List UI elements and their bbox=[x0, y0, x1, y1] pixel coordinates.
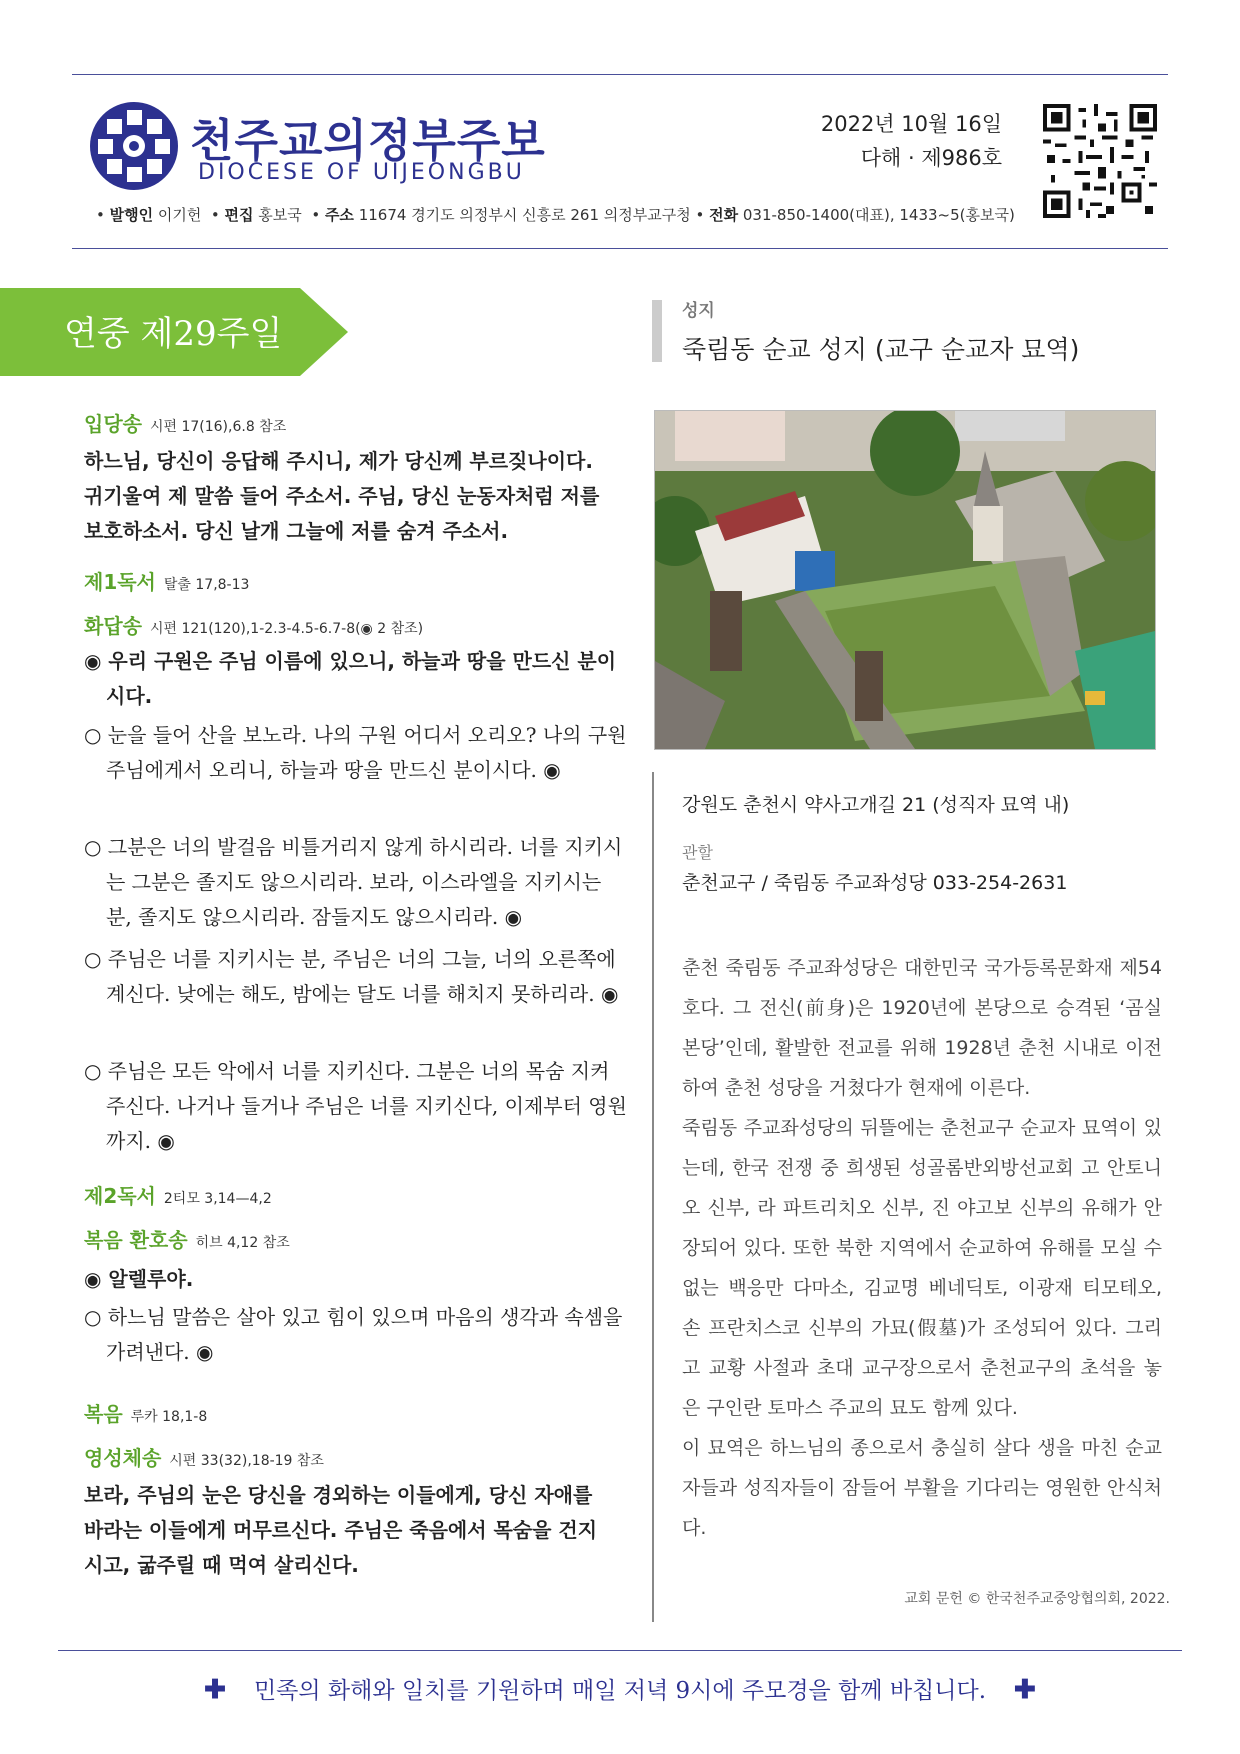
first-reading-heading: 제1독서 탈출 17,8-13 bbox=[84, 570, 250, 594]
bulletin-subtitle: DIOCESE OF UIJEONGBU bbox=[198, 160, 525, 185]
communion-antiphon-text: 보라, 주님의 눈은 당신을 경외하는 이들에게, 당신 자애를 바라는 이들에게 머무르신다. 주님은 죽음에서 목숨을 건지시고, 굶주릴 때 먹여 살리신다. bbox=[84, 1483, 598, 1577]
section-marker-bar bbox=[652, 300, 662, 362]
holy-site-category: 성지 bbox=[682, 301, 715, 321]
description-paragraph-3: 이 묘역은 하느님의 종으로서 충실히 살다 생을 마친 순교자들과 성직자들이 잠들어 부활을 기다리는 영원한 안식처다. bbox=[682, 1437, 1162, 1539]
cross-icon: ✚ bbox=[1014, 1675, 1036, 1705]
column-divider bbox=[652, 772, 654, 1622]
issue-number: 다해 · 제986호 bbox=[860, 146, 1002, 170]
bulletin-title: 천주교의정부주보 bbox=[190, 114, 546, 167]
issue-date: 2022년 10월 16일 bbox=[820, 112, 1002, 136]
jurisdiction-label: 관할 bbox=[682, 843, 713, 862]
psalm-response: ◉ 우리 구원은 주님 이름에 있으니, 하늘과 땅을 만드신 분이시다. bbox=[84, 649, 617, 708]
publisher-info: • 발행인 이기헌 • 편집 홍보국 • 주소 11674 경기도 의정부시 신흥로 261 의정부교구청 • 전화 031-850-1400(대표), 1433~5(홍보국) bbox=[96, 206, 1015, 224]
holy-site-description bbox=[682, 948, 1162, 1548]
header-bottom-rule bbox=[72, 248, 1168, 249]
copyright-notice: 교회 문헌 © 한국천주교중앙협의회, 2022. bbox=[904, 1591, 1170, 1607]
diocese-logo bbox=[90, 102, 178, 190]
cathedral-aerial-photo bbox=[654, 410, 1156, 750]
holy-site-address: 강원도 춘천시 약사고개길 21 (성직자 묘역 내) bbox=[682, 794, 1070, 816]
acclamation-verse: ○ 하느님 말씀은 살아 있고 힘이 있으며 마음의 생각과 속셈을 가려낸다. ◉ bbox=[84, 1305, 623, 1364]
entrance-antiphon-text: 하느님, 당신이 응답해 주시니, 제가 당신께 부르짖나이다. 귀기울여 제 말씀 들어 주소서. 주님, 당신 눈동자처럼 저를 보호하소서. 당신 날개 그늘에 저를 숨겨 주소서. bbox=[84, 449, 600, 543]
psalm-verse-1: ○ 눈을 들어 산을 보노라. 나의 구원 어디서 오리오? 나의 구원 주님에게서 오리니, 하늘과 땅을 만드신 분이시다. ◉ bbox=[84, 723, 627, 782]
acclamation-response: ◉ 알렐루야. bbox=[84, 1267, 194, 1291]
description-paragraph-1: 춘천 죽림동 주교좌성당은 대한민국 국가등록문화재 제54호다. 그 전신(前身)은 1920년에 본당으로 승격된 ‘곰실 본당’인데, 활발한 전교를 위해 1928년 춘천 시내로 이전하여 춘천 성당을 거쳤다가 현재에 이른다. bbox=[682, 957, 1162, 1099]
psalm-heading: 화답송 시편 121(120),1-2.3-4.5-6.7-8(◉ 2 참조) bbox=[84, 614, 424, 638]
description-paragraph-2: 죽림동 주교좌성당의 뒤뜰에는 춘천교구 순교자 묘역이 있는데, 한국 전쟁 중 희생된 성골롬반외방선교회 고 안토니오 신부, 라 파트리치오 신부, 진 야고보 신부의 유해가 안장되어 있다. 또한 북한 지역에서 순교하여 유해를 모실 수 없는 백응만 다마소, 김교명 베네딕토, 이광재 티모테오, 손 프란치스코 신부의 가묘(假墓)가 조성되어 있다. 그리고 교황 사절과 초대 교구장으로서 춘천교구의 초석을 놓은 구인란 토마스 주교의 묘도 함께 있다. bbox=[682, 1117, 1162, 1419]
entrance-antiphon-heading: 입당송 시편 17(16),6.8 참조 bbox=[84, 412, 287, 436]
sunday-title: 연중 제29주일 bbox=[64, 314, 283, 354]
footer-rule bbox=[58, 1650, 1182, 1651]
holy-site-title: 죽림동 순교 성지 (교구 순교자 묘역) bbox=[682, 335, 1080, 364]
jurisdiction-value: 춘천교구 / 죽림동 주교좌성당 033-254-2631 bbox=[682, 872, 1068, 894]
communion-antiphon-heading: 영성체송 시편 33(32),18-19 참조 bbox=[84, 1446, 324, 1470]
gospel-heading: 복음 루카 18,1-8 bbox=[84, 1402, 208, 1426]
gospel-acclamation-heading: 복음 환호송 히브 4,12 참조 bbox=[84, 1228, 290, 1252]
footer-prayer bbox=[0, 1672, 1240, 1705]
top-rule bbox=[72, 74, 1168, 75]
footer-prayer-text: 민족의 화해와 일치를 기원하며 매일 저녁 9시에 주모경을 함께 바칩니다. bbox=[253, 1678, 987, 1704]
psalm-verse-4: ○ 주님은 모든 악에서 너를 지키신다. 그분은 너의 목숨 지켜 주신다. 나거나 들거나 주님은 너를 지키신다, 이제부터 영원까지. ◉ bbox=[84, 1059, 627, 1153]
qr-code-icon bbox=[1043, 104, 1157, 218]
second-reading-heading: 제2독서 2티모 3,14—4,2 bbox=[84, 1184, 272, 1208]
cross-icon: ✚ bbox=[204, 1675, 226, 1705]
psalm-verse-2: ○ 그분은 너의 발걸음 비틀거리지 않게 하시리라. 너를 지키시는 그분은 졸지도 않으시리라. 보라, 이스라엘을 지키시는 분, 졸지도 않으시리라. 잠들지도 않으시리라. ◉ bbox=[84, 835, 623, 929]
psalm-verse-3: ○ 주님은 너를 지키시는 분, 주님은 너의 그늘, 너의 오른쪽에 계신다. 낮에는 해도, 밤에는 달도 너를 해치지 못하리라. ◉ bbox=[84, 947, 619, 1006]
